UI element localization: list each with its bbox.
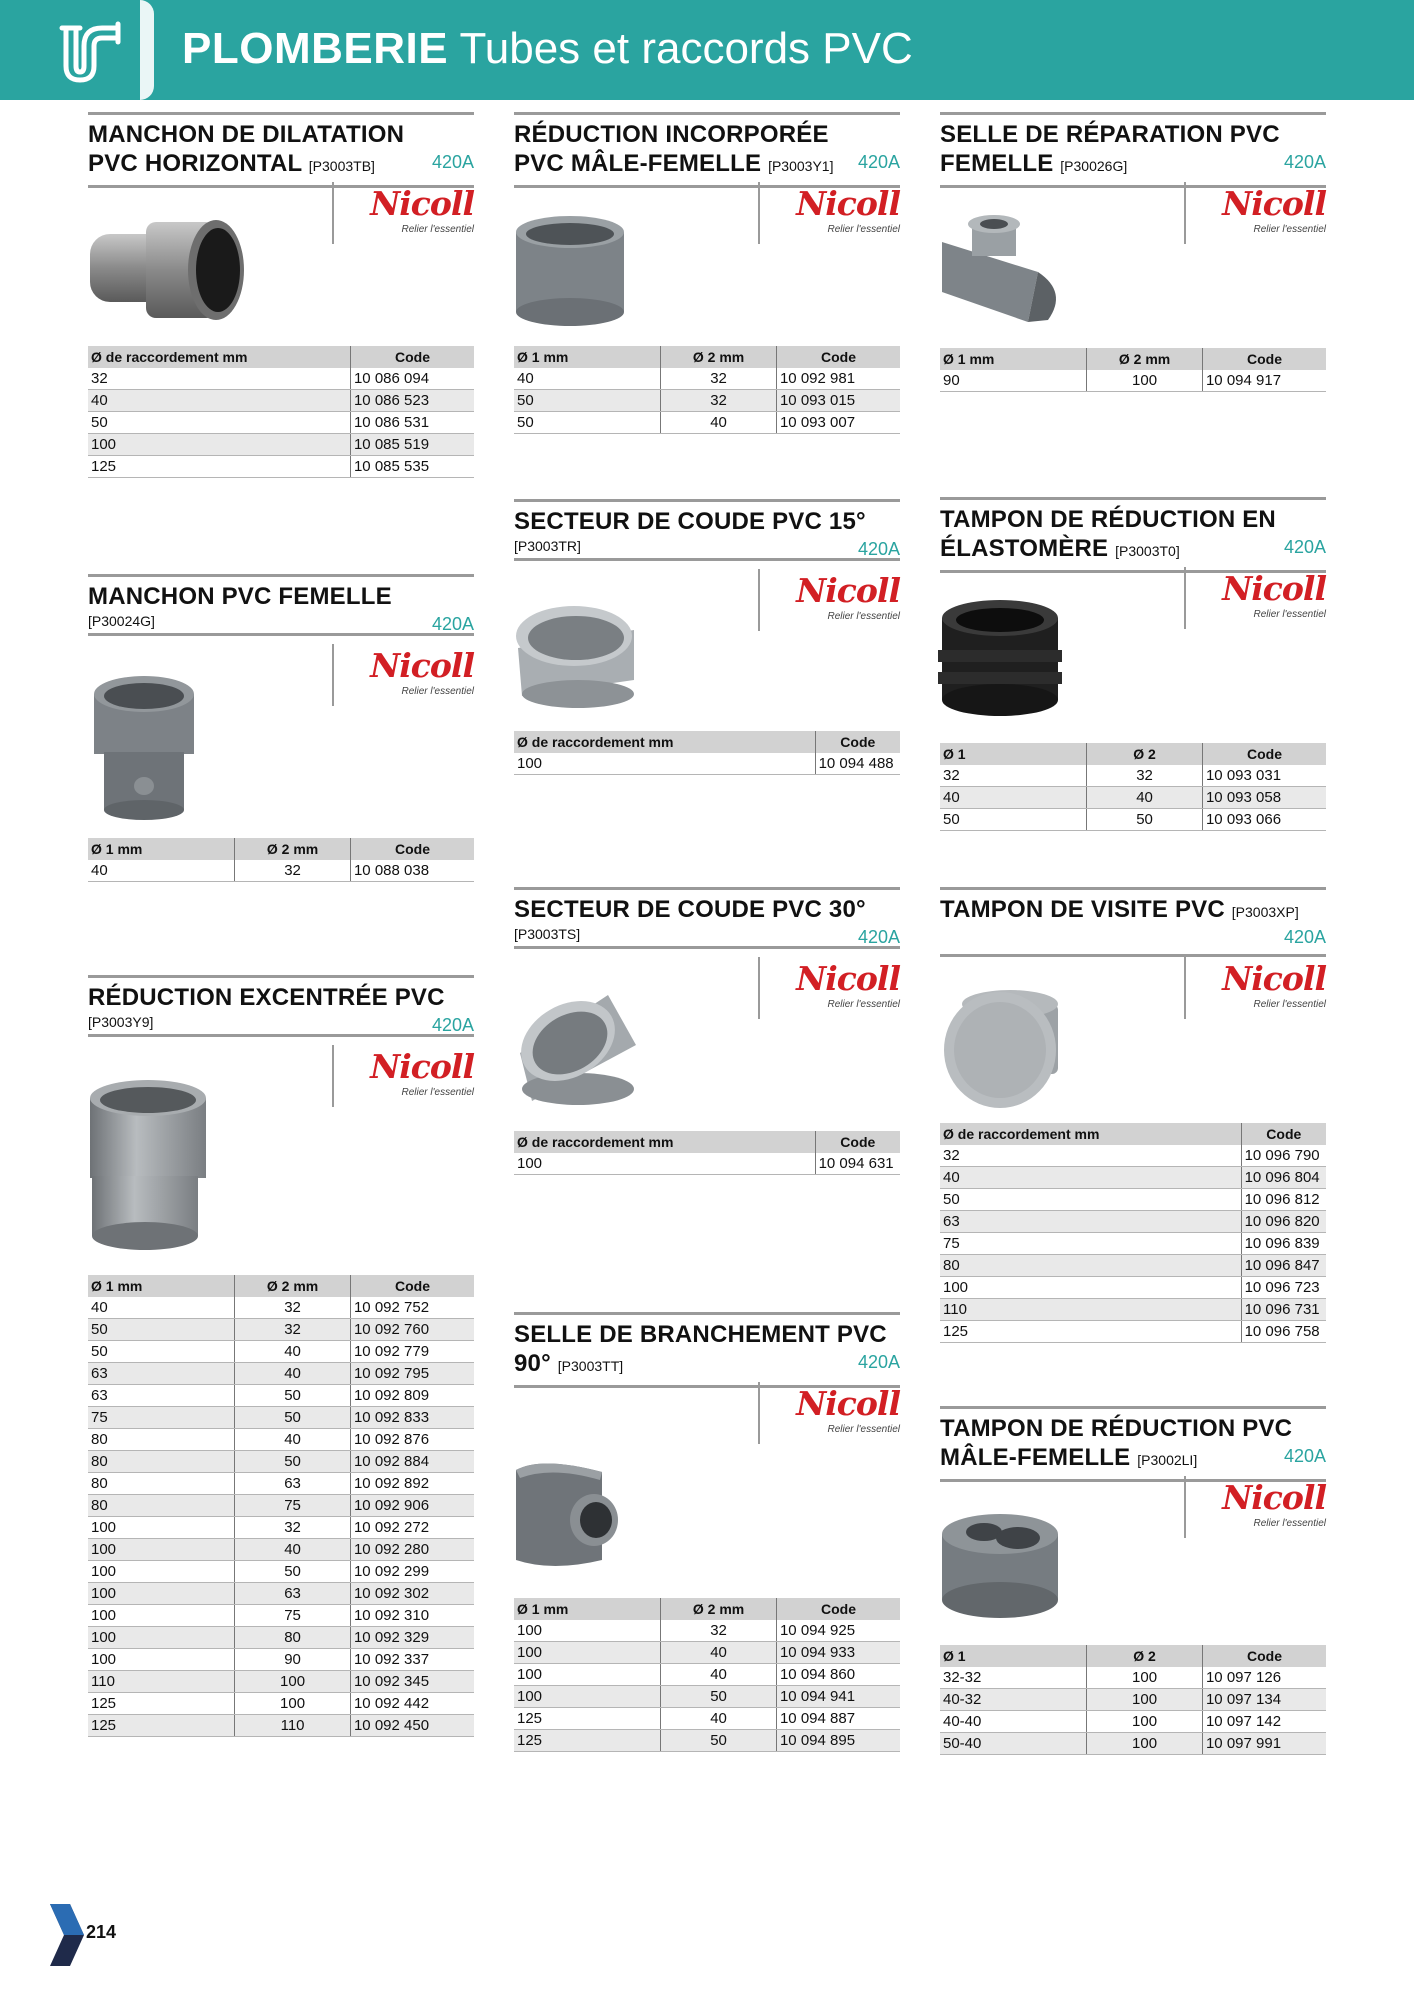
product-image-reduction-excentree — [86, 1076, 216, 1254]
table-row: 100 32 10 094 925 — [514, 1620, 900, 1642]
product-table-tampon-reduction-male-femelle: Ø 1 Ø 2 Code 32-32 100 10 097 126 40-32 100 10 097 134 40-40 100 10 097 142 50-40 100 10 097 991 — [940, 1645, 1326, 1755]
table-row: 100 40 10 094 933 — [514, 1642, 900, 1664]
table-row: 75 50 10 092 833 — [88, 1407, 474, 1429]
table-row: 50 32 10 093 015 — [514, 390, 900, 412]
page-header — [0, 0, 1414, 100]
nicoll-logo: Nicoll Relier l'essentiel — [332, 644, 474, 706]
nicoll-logo: Nicoll Relier l'essentiel — [332, 182, 474, 244]
product-ref: [P3003TT] — [557, 1358, 624, 1374]
product-ref: [P30026G] — [1060, 158, 1128, 174]
table-row: 50 10 086 531 — [88, 412, 474, 434]
section-title: PLOMBERIE — [182, 24, 449, 73]
page-chevron-icon — [50, 1904, 84, 1966]
table-row: 100 10 096 723 — [940, 1277, 1326, 1299]
table-row: 80 50 10 092 884 — [88, 1451, 474, 1473]
header-divider — [140, 0, 154, 100]
table-row: 50 40 10 092 779 — [88, 1341, 474, 1363]
product-table-manchon-dilatation: Ø de raccordement mm Code 32 10 086 094 40 10 086 523 50 10 086 531 100 10 085 519 125 10 085 535 — [88, 346, 474, 478]
product-image-tampon-visite — [938, 984, 1066, 1112]
product-image-tampon-elastomere — [938, 596, 1062, 720]
product-secteur-coude-15 — [514, 499, 900, 622]
product-image-selle-branchement-90 — [512, 1450, 630, 1576]
product-title: SELLE DE BRANCHEMENT PVC 90° [P3003TT] — [514, 1321, 887, 1377]
table-row: 40-40 100 10 097 142 — [940, 1711, 1326, 1733]
product-image-secteur-coude-15 — [512, 598, 640, 710]
brand-code: 420A — [1283, 152, 1326, 172]
table-row: 100 80 10 092 329 — [88, 1627, 474, 1649]
product-ref: [P3003TR] — [514, 538, 581, 554]
product-ref: [P3003Y9] — [88, 1014, 154, 1030]
table-row: 100 50 10 092 299 — [88, 1561, 474, 1583]
table-row: 100 40 10 094 860 — [514, 1664, 900, 1686]
table-row: 110 100 10 092 345 — [88, 1671, 474, 1693]
product-title: TAMPON DE RÉDUCTION EN ÉLASTOMÈRE [P3003T0] — [940, 506, 1276, 562]
product-image-manchon-dilatation — [86, 212, 256, 332]
brand-code: 420A — [857, 927, 900, 947]
table-row: 40 32 10 092 981 — [514, 368, 900, 390]
product-table-selle-reparation: Ø 1 mm Ø 2 mm Code 90 100 10 094 917 — [940, 348, 1326, 392]
table-row: 110 10 096 731 — [940, 1299, 1326, 1321]
table-row: 40 10 086 523 — [88, 390, 474, 412]
product-title: SECTEUR DE COUDE PVC 30° — [514, 896, 866, 923]
table-row: 50-40 100 10 097 991 — [940, 1733, 1326, 1755]
header-icon-box — [0, 0, 155, 100]
product-ref: [P3003XP] — [1231, 904, 1299, 920]
pipe-icon — [52, 16, 132, 96]
brand-code: 420A — [431, 152, 474, 172]
brand-code: 420A — [431, 1015, 474, 1035]
product-selle-branchement-90 — [514, 1312, 900, 1435]
brand-code: 420A — [857, 1352, 900, 1372]
table-row: 32 10 086 094 — [88, 368, 474, 390]
table-row: 80 40 10 092 876 — [88, 1429, 474, 1451]
table-row: 80 10 096 847 — [940, 1255, 1326, 1277]
product-title: SECTEUR DE COUDE PVC 15° — [514, 508, 866, 535]
nicoll-logo: Nicoll Relier l'essentiel — [758, 1382, 900, 1444]
nicoll-logo: Nicoll Relier l'essentiel — [758, 569, 900, 631]
table-row: 63 10 096 820 — [940, 1211, 1326, 1233]
product-image-selle-reparation — [938, 212, 1068, 332]
product-image-manchon-femelle — [86, 672, 206, 822]
product-ref: [P3003Y1] — [768, 158, 834, 174]
product-ref: [P3003TS] — [514, 926, 581, 942]
product-manchon-femelle — [88, 574, 474, 697]
product-ref: [P3002LI] — [1137, 1452, 1198, 1468]
page-title — [182, 24, 913, 74]
table-row: 100 10 085 519 — [88, 434, 474, 456]
product-image-secteur-coude-30 — [512, 985, 640, 1113]
product-ref: [P30024G] — [88, 613, 155, 629]
product-table-tampon-elastomere: Ø 1 Ø 2 Code 32 32 10 093 031 40 40 10 093 058 50 50 10 093 066 — [940, 743, 1326, 831]
product-selle-reparation — [940, 112, 1326, 235]
product-title: MANCHON DE DILATATION PVC HORIZONTAL [P3003TB] — [88, 121, 405, 177]
brand-code: 420A — [857, 539, 900, 559]
table-row: 32 10 096 790 — [940, 1145, 1326, 1167]
brand-code: 420A — [857, 152, 900, 172]
table-row: 40 32 10 092 752 — [88, 1297, 474, 1319]
table-row: 125 10 096 758 — [940, 1321, 1326, 1343]
product-table-reduction-incorporee: Ø 1 mm Ø 2 mm Code 40 32 10 092 981 50 32 10 093 015 50 40 10 093 007 — [514, 346, 900, 434]
table-row: 63 50 10 092 809 — [88, 1385, 474, 1407]
table-row: 100 10 094 488 — [514, 753, 900, 775]
brand-code: 420A — [1283, 927, 1326, 947]
product-table-selle-branchement-90: Ø 1 mm Ø 2 mm Code 100 32 10 094 925 100 40 10 094 933 100 40 10 094 860 100 50 10 094 941 125 40 10 094 887 125 50 10 094 895 — [514, 1598, 900, 1752]
product-tampon-elastomere — [940, 497, 1326, 620]
nicoll-logo: Nicoll Relier l'essentiel — [1184, 567, 1326, 629]
table-row: 80 75 10 092 906 — [88, 1495, 474, 1517]
nicoll-logo: Nicoll Relier l'essentiel — [1184, 957, 1326, 1019]
product-table-reduction-excentree: Ø 1 mm Ø 2 mm Code 40 32 10 092 752 50 32 10 092 760 50 40 10 092 779 63 40 10 092 795 63 50 10 092 809 75 50 10 092 833 80 40 10 092 876 80 50 10 092 884 80 63 10 092 892 80 75 10 092 906 100 32 10 092 272 100 40 10 092 280 100 50 10 092 299 100 63 10 092 302 100 75 10 092 310 100 80 10 092 329 100 90 10 092 337 110 100 10 092 345 125 100 10 092 442 125 110 10 092 450 — [88, 1275, 474, 1737]
table-row: 125 40 10 094 887 — [514, 1708, 900, 1730]
table-row: 32 32 10 093 031 — [940, 765, 1326, 787]
product-image-tampon-reduction-male-femelle — [938, 1508, 1062, 1626]
brand-code: 420A — [1283, 1446, 1326, 1466]
nicoll-logo: Nicoll Relier l'essentiel — [332, 1045, 474, 1107]
table-row: 100 40 10 092 280 — [88, 1539, 474, 1561]
table-row: 100 90 10 092 337 — [88, 1649, 474, 1671]
product-image-reduction-incorporee — [512, 212, 630, 330]
product-title: SELLE DE RÉPARATION PVC FEMELLE [P30026G] — [940, 121, 1280, 177]
table-row: 100 32 10 092 272 — [88, 1517, 474, 1539]
table-row: 100 75 10 092 310 — [88, 1605, 474, 1627]
table-row: 40 10 096 804 — [940, 1167, 1326, 1189]
brand-code: 420A — [431, 614, 474, 634]
table-row: 50 50 10 093 066 — [940, 809, 1326, 831]
section-subtitle: Tubes et raccords PVC — [459, 24, 913, 73]
table-row: 80 63 10 092 892 — [88, 1473, 474, 1495]
table-row: 50 40 10 093 007 — [514, 412, 900, 434]
table-row: 100 10 094 631 — [514, 1153, 900, 1175]
product-ref: [P3003TB] — [308, 158, 375, 174]
table-row: 90 100 10 094 917 — [940, 370, 1326, 392]
table-row: 125 100 10 092 442 — [88, 1693, 474, 1715]
table-row: 50 10 096 812 — [940, 1189, 1326, 1211]
table-row: 32-32 100 10 097 126 — [940, 1667, 1326, 1689]
product-ref: [P3003T0] — [1115, 543, 1180, 559]
table-row: 100 63 10 092 302 — [88, 1583, 474, 1605]
product-secteur-coude-30 — [514, 887, 900, 1010]
product-table-secteur-coude-15: Ø de raccordement mm Code 100 10 094 488 — [514, 731, 900, 775]
table-row: 125 50 10 094 895 — [514, 1730, 900, 1752]
table-row: 40 40 10 093 058 — [940, 787, 1326, 809]
product-table-tampon-visite: Ø de raccordement mm Code 32 10 096 790 40 10 096 804 50 10 096 812 63 10 096 820 75 10 096 839 80 10 096 847 100 10 096 723 110 10 096 731 125 10 096 758 — [940, 1123, 1326, 1343]
nicoll-logo: Nicoll Relier l'essentiel — [758, 182, 900, 244]
table-row: 40-32 100 10 097 134 — [940, 1689, 1326, 1711]
product-table-secteur-coude-30: Ø de raccordement mm Code 100 10 094 631 — [514, 1131, 900, 1175]
product-reduction-incorporee — [514, 112, 900, 235]
product-tampon-visite — [940, 887, 1326, 1010]
table-row: 50 32 10 092 760 — [88, 1319, 474, 1341]
product-reduction-excentree — [88, 975, 474, 1098]
nicoll-logo: Nicoll Relier l'essentiel — [1184, 182, 1326, 244]
page-number: 214 — [86, 1922, 117, 1942]
product-table-manchon-femelle: Ø 1 mm Ø 2 mm Code 40 32 10 088 038 — [88, 838, 474, 882]
table-row: 100 50 10 094 941 — [514, 1686, 900, 1708]
table-row: 125 110 10 092 450 — [88, 1715, 474, 1737]
nicoll-logo: Nicoll Relier l'essentiel — [1184, 1476, 1326, 1538]
nicoll-logo: Nicoll Relier l'essentiel — [758, 957, 900, 1019]
product-title: TAMPON DE VISITE PVC [P3003XP] — [940, 896, 1299, 923]
table-row: 63 40 10 092 795 — [88, 1363, 474, 1385]
product-title: MANCHON PVC FEMELLE — [88, 583, 392, 610]
product-title: RÉDUCTION EXCENTRÉE PVC — [88, 984, 445, 1011]
table-row: 40 32 10 088 038 — [88, 860, 474, 882]
product-manchon-dilatation — [88, 112, 474, 235]
brand-code: 420A — [1283, 537, 1326, 557]
product-title: RÉDUCTION INCORPORÉE PVC MÂLE-FEMELLE [P3003Y1] — [514, 121, 834, 177]
product-tampon-reduction-male-femelle — [940, 1406, 1326, 1529]
product-title: TAMPON DE RÉDUCTION PVC MÂLE-FEMELLE [P3002LI] — [940, 1415, 1293, 1471]
table-row: 125 10 085 535 — [88, 456, 474, 478]
table-row: 75 10 096 839 — [940, 1233, 1326, 1255]
